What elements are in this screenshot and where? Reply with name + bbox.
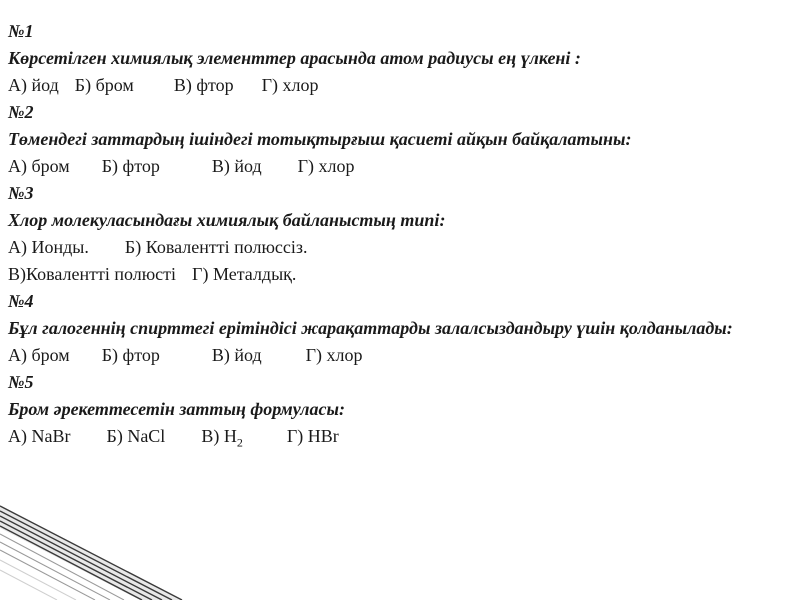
question-5-number: №5 xyxy=(8,372,34,392)
option-a: А) бром xyxy=(8,156,70,176)
question-5-options xyxy=(8,423,792,457)
option-c: В) йод xyxy=(211,156,262,176)
option-d: Г) HBr xyxy=(286,426,339,446)
option-a: А) йод xyxy=(8,75,59,95)
question-5-text: Бром әрекеттесетін заттың формуласы: xyxy=(8,399,345,419)
question-3-options-row2 xyxy=(8,261,792,288)
question-3-options-row1 xyxy=(8,234,792,261)
question-4-text: Бұл галогеннің спирттегі ерітіндісі жарақаттарды залалсыздандыру үшін қолданылады: xyxy=(8,318,733,338)
question-2-number: №2 xyxy=(8,102,34,122)
option-d: Г) хлор xyxy=(305,345,363,365)
question-4-options xyxy=(8,342,792,369)
option-b: Б) Ковалентті полюссіз. xyxy=(124,237,308,257)
question-1-options xyxy=(8,72,792,99)
option-c xyxy=(201,423,243,457)
option-c-text: В) H xyxy=(201,426,237,446)
question-2-text: Төмендегі заттардың ішіндегі тотықтырғыш қасиеті айқын байқалатыны: xyxy=(8,129,632,149)
option-c-subscript: 2 xyxy=(236,435,243,450)
question-3-text: Хлор молекуласындағы химиялық байланыстың типі: xyxy=(8,210,446,230)
option-d: Г) Металдық. xyxy=(192,264,297,284)
option-d: Г) хлор xyxy=(297,156,355,176)
option-c: В) йод xyxy=(211,345,262,365)
question-2-options xyxy=(8,153,792,180)
question-4-number: №4 xyxy=(8,291,34,311)
option-d: Г) хлор xyxy=(261,75,319,95)
option-a: А) Ионды. xyxy=(8,237,89,257)
quiz-content xyxy=(8,18,792,457)
option-c: В) фтор xyxy=(173,75,234,95)
question-1-text: Көрсетілген химиялық элементтер арасында атом радиусы ең үлкені : xyxy=(8,48,581,68)
option-b: Б) NaCl xyxy=(106,426,166,446)
option-b: Б) фтор xyxy=(101,156,160,176)
option-b: Б) фтор xyxy=(101,345,160,365)
option-a: А) NaBr xyxy=(8,426,71,446)
option-b: Б) бром xyxy=(74,75,134,95)
decorative-stripes xyxy=(0,480,800,600)
question-1-number: №1 xyxy=(8,21,34,41)
question-3-number: №3 xyxy=(8,183,34,203)
option-a: А) бром xyxy=(8,345,70,365)
option-c: В)Ковалентті полюсті xyxy=(8,264,177,284)
